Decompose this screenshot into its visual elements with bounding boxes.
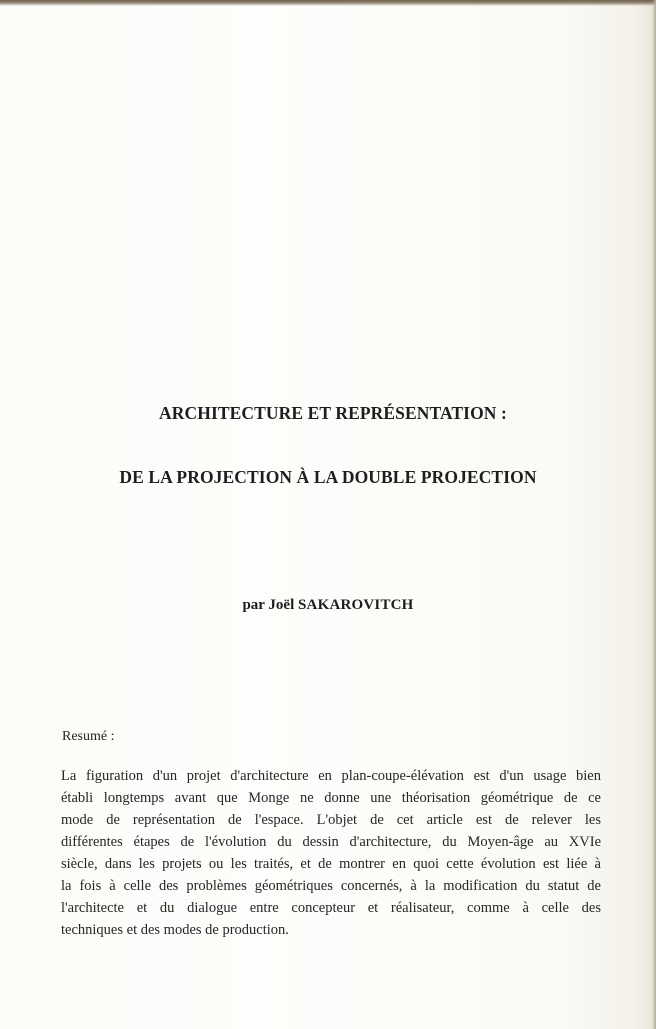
abstract-line: mode de représentation de l'espace. L'objet de cet article est de relever les (61, 812, 601, 828)
abstract-body (61, 765, 601, 941)
article-title-line-2: DE LA PROJECTION À LA DOUBLE PROJECTION (119, 467, 537, 487)
abstract-line: l'architecte et du dialogue entre concepteur et réalisateur, comme à celle des (61, 900, 601, 916)
abstract-line: la fois à celle des problèmes géométriques concernés, à la modification du statut de (61, 878, 601, 894)
abstract-line: établi longtemps avant que Monge ne donne une théorisation géométrique de ce (61, 790, 601, 806)
abstract-line: siècle, dans les projets ou les traités, et de montrer en quoi cette évolution est liée à (61, 856, 601, 872)
article-title-line-1: ARCHITECTURE ET REPRÉSENTATION : (159, 403, 507, 423)
abstract-line: techniques et des modes de production. (61, 922, 289, 938)
page-right-edge-shadow (652, 0, 656, 1029)
author-prefix: par Joël (242, 597, 295, 613)
page-top-edge-shadow (0, 0, 656, 6)
author-surname: SAKAROVITCH (298, 597, 414, 613)
author-line (0, 597, 656, 614)
abstract-line: La figuration d'un projet d'architecture en plan-coupe-élévation est d'un usage bien (61, 768, 601, 784)
abstract-label: Resumé : (62, 729, 115, 744)
abstract-line: différentes étapes de l'évolution du dessin d'architecture, du Moyen-âge au XVIe (61, 834, 601, 850)
